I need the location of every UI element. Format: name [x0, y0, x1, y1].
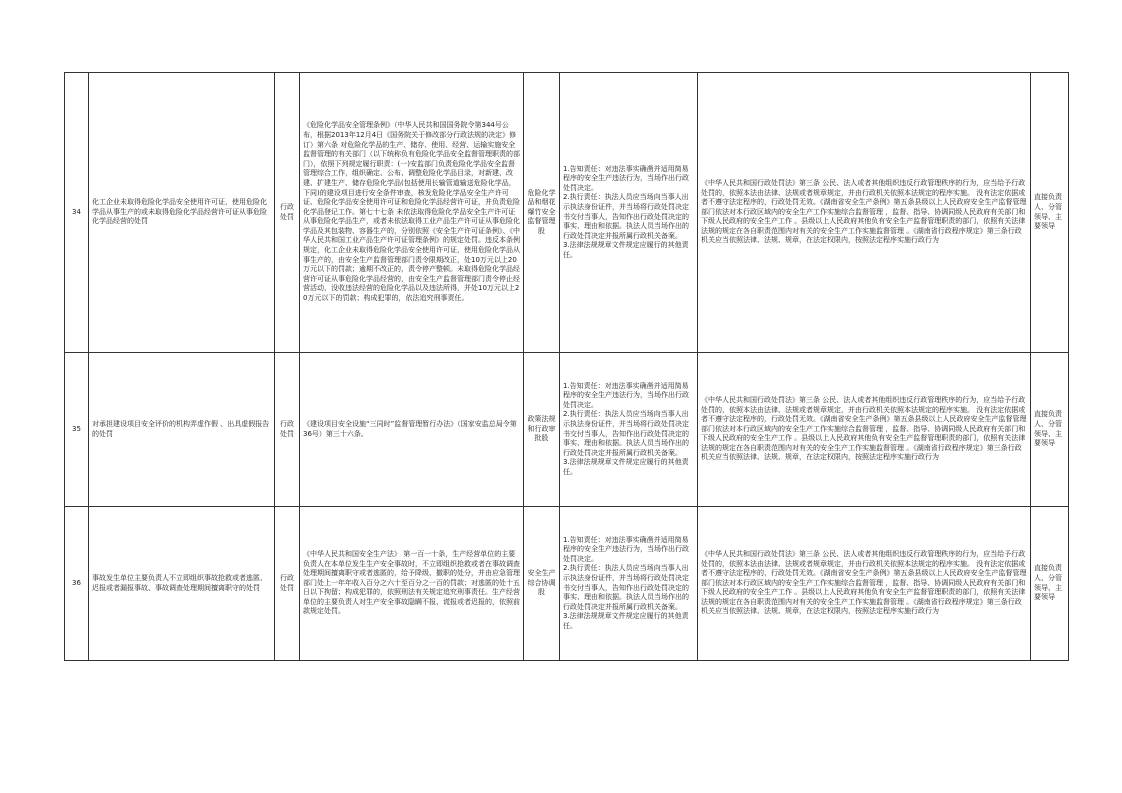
responsible-leaders	[1031, 507, 1069, 661]
responsible-department-text: 危险化学品和烟花爆竹安全监督管理股	[527, 188, 556, 235]
row-number	[65, 353, 89, 507]
legal-basis	[300, 507, 524, 661]
responsibility-items	[560, 507, 698, 661]
responsible-leaders-text: 直接负责人、分管领导、主要领导	[1034, 410, 1062, 448]
item-name-text: 事故发生单位主要负责人不立即组织事故抢救或者逃匿、迟报或者漏报事故、事故调查处理期间擅离职守的处罚	[92, 573, 267, 592]
item-category	[275, 73, 300, 353]
responsibility-items-text: 1.告知责任：对违法事实确凿并适用简易程序的安全生产违法行为，当场作出行政处罚决定。 2.执行责任：执法人员应当场向当事人出示执法身份证件，并当场将行政处罚决定书交付当事人，告知作出行政处罚决定的事实、理由和依据。执法人员当场作出的行政处罚决定并报所属行政机关备案。 3.法律法规规章文件规定应履行的其他责任。	[563, 381, 689, 476]
legal-basis-text: 《危险化学品安全管理条例》（中华人民共和国国务院令第344号公布，根据2013年12月4日《国务院关于修改部分行政法规的决定》修订）第六条 对危险化学品的生产、储存、使用、经营、运输实施安全监督管理的有关部门（以下统称负有危险化学品安全监督管理职责的部门），依照下列规定履行职责：(一)安监部门负责危险化学品安全监督管理综合工作，组织确定、公布、调整危险化学品目录，对新建、改建、扩建生产、储存危险化学品(包括使用长输管道输送危险化学品，下同)的建设项目进行安全条件审查，核发危险化学品安全生产许可证、危险化学品安全使用许可证和危险化学品经营许可证，并负责危险化学品登记工作。第七十七条 未依法取得危险化学品安全生产许可证从事危险化学品生产，或者未依法取得工业产品生产许可证从事危险化学品及其包装物、容器生产的，分别依照《安全生产许可证条例》、《中华人民共和国工业产品生产许可证管理条例》的规定处罚。违反本条例规定，化工企业未取得危险化学品安全使用许可证，使用危险化学品从事生产的，由安全生产监督管理部门责令限期改正，处10万元以上20万元以下的罚款；逾期不改正的，责令停产整顿。未取得危险化学品经营许可证从事危险化学品经营的，由安全生产监督管理部门责令停止经营活动，没收违法经营的危险化学品以及违法所得，并处10万元以上20万元以下的罚款；构成犯罪的，依法追究刑事责任。	[303, 121, 520, 303]
item-name-text: 化工企业未取得危险化学品安全使用许可证，使用危险化学品从事生产的或未取得危险化学品经营许可证从事危险化学品经营的处罚	[92, 198, 267, 226]
item-name	[89, 353, 275, 507]
table-row	[65, 73, 1069, 353]
responsible-department	[524, 353, 560, 507]
responsible-department	[524, 507, 560, 661]
accountability-basis	[698, 73, 1031, 353]
accountability-basis	[698, 353, 1031, 507]
item-name	[89, 507, 275, 661]
responsible-leaders-text: 直接负责人、分管领导、主要领导	[1034, 193, 1062, 231]
legal-basis	[300, 353, 524, 507]
row-number	[65, 73, 89, 353]
responsibility-items	[560, 353, 698, 507]
legal-basis	[300, 73, 524, 353]
item-name	[89, 73, 275, 353]
responsible-department-text: 政策法规和行政审批股	[527, 415, 556, 443]
item-category	[275, 353, 300, 507]
responsibility-items-text: 1.告知责任：对违法事实确凿并适用简易程序的安全生产违法行为，当场作出行政处罚决定。 2.执行责任：执法人员应当场向当事人出示执法身份证件，并当场将行政处罚决定书交付当事人，告知作出行政处罚决定的事实、理由和依据。执法人员当场作出的行政处罚决定并报所属行政机关备案。 3.法律法规规章文件规定应履行的其他责任。	[563, 164, 689, 259]
row-number-text: 35	[72, 424, 81, 433]
responsible-leaders-text: 直接负责人、分管领导、主要领导	[1034, 564, 1062, 602]
row-number-text: 36	[72, 578, 81, 587]
accountability-basis-text: 《中华人民共和国行政处罚法》第三条 公民、法人或者其他组织违反行政管理秩序的行为，应当给予行政处罚的，依照本法由法律、法规或者规章规定，并由行政机关依照本法规定的程序实施。 没有法定依据或者不遵守法定程序的，行政处罚无效。《湖南省安全生产条例》第五条县级以上人民政府安全生产监督管理部门依法对本行政区域内的安全生产工作实施综合监督管理 ，监督、指导、协调同级人民政府有关部门和下级人民政府的安全生产工作 。县级以上人民政府其他负有安全生产监督管理职责的部门，依照有关法律法规的规定在各自职责范围内对有关的安全生产工作实施监督管理 。《湖南省行政程序规定》第三条行政机关应当依照法律、法规、规章，在法定权限内，按照法定程序实施行政行为	[701, 549, 1027, 616]
legal-basis-text: 《建设项目安全设施“三同时”监督管理暂行办法》（国家安监总局令第36号）第三十六条。	[303, 419, 517, 438]
row-number	[65, 507, 89, 661]
row-number-text: 34	[72, 207, 81, 216]
table-row	[65, 353, 1069, 507]
accountability-basis-text: 《中华人民共和国行政处罚法》第三条 公民、法人或者其他组织违反行政管理秩序的行为，应当给予行政处罚的，依照本法由法律、法规或者规章规定，并由行政机关依照本法规定的程序实施。 没有法定依据或者不遵守法定程序的，行政处罚无效。《湖南省安全生产条例》第五条县级以上人民政府安全生产监督管理部门依法对本行政区域内的安全生产工作实施综合监督管理 ，监督、指导、协调同级人民政府有关部门和下级人民政府的安全生产工作 。县级以上人民政府其他负有安全生产监督管理职责的部门，依照有关法律法规的规定在各自职责范围内对有关的安全生产工作实施监督管理 。《湖南省行政程序规定》第三条行政机关应当依照法律、法规、规章，在法定权限内，按照法定程序实施行政行为	[701, 178, 1027, 245]
item-category-text: 行政处罚	[280, 419, 294, 438]
responsible-leaders	[1031, 73, 1069, 353]
legal-basis-text: 《中华人民共和国安全生产法》 第一百一十条，生产经营单位的主要负责人在本单位发生生产安全事故时，不立即组织抢救或者在事故调查处理期间擅离职守或者逃匿的，给予降级、撤职的处分，并由应急管理部门处上一年年收入百分之六十至百分之一百的罚款；对逃匿的处十五日以下拘留；构成犯罪的，依照刑法有关规定追究刑事责任。生产经营单位的主要负责人对生产安全事故隐瞒不报、谎报或者迟报的，依照前款规定处罚。	[303, 549, 520, 616]
responsible-department-text: 安全生产综合协调股	[527, 569, 556, 597]
item-category-text: 行政处罚	[280, 202, 294, 221]
responsibility-items	[560, 73, 698, 353]
item-category-text: 行政处罚	[280, 573, 294, 592]
item-name-text: 对承担建设项目安全评价的机构弄虚作假 、出具虚假报告的处罚	[92, 419, 270, 438]
item-category	[275, 507, 300, 661]
responsible-leaders	[1031, 353, 1069, 507]
accountability-basis-text: 《中华人民共和国行政处罚法》第三条 公民、法人或者其他组织违反行政管理秩序的行为，应当给予行政处罚的，依照本法由法律、法规或者规章规定，并由行政机关依照本法规定的程序实施。 没有法定依据或者不遵守法定程序的，行政处罚无效。《湖南省安全生产条例》第五条县级以上人民政府安全生产监督管理部门依法对本行政区域内的安全生产工作实施综合监督管理 ，监督、指导、协调同级人民政府有关部门和下级人民政府的安全生产工作 。县级以上人民政府其他负有安全生产监督管理职责的部门，依照有关法律法规的规定在各自职责范围内对有关的安全生产工作实施监督管理 。《湖南省行政程序规定》第三条行政机关应当依照法律、法规、规章，在法定权限内，按照法定程序实施行政行为	[701, 395, 1027, 462]
responsible-department	[524, 73, 560, 353]
accountability-basis	[698, 507, 1031, 661]
table-row	[65, 507, 1069, 661]
power-list-table	[64, 72, 1069, 661]
responsibility-items-text: 1.告知责任：对违法事实确凿并适用简易程序的安全生产违法行为，当场作出行政处罚决定。 2.执行责任：执法人员应当场向当事人出示执法身份证件，并当场将行政处罚决定书交付当事人，告知作出行政处罚决定的事实、理由和依据。执法人员当场作出的行政处罚决定并报所属行政机关备案。 3.法律法规规章文件规定应履行的其他责任。	[563, 535, 689, 630]
